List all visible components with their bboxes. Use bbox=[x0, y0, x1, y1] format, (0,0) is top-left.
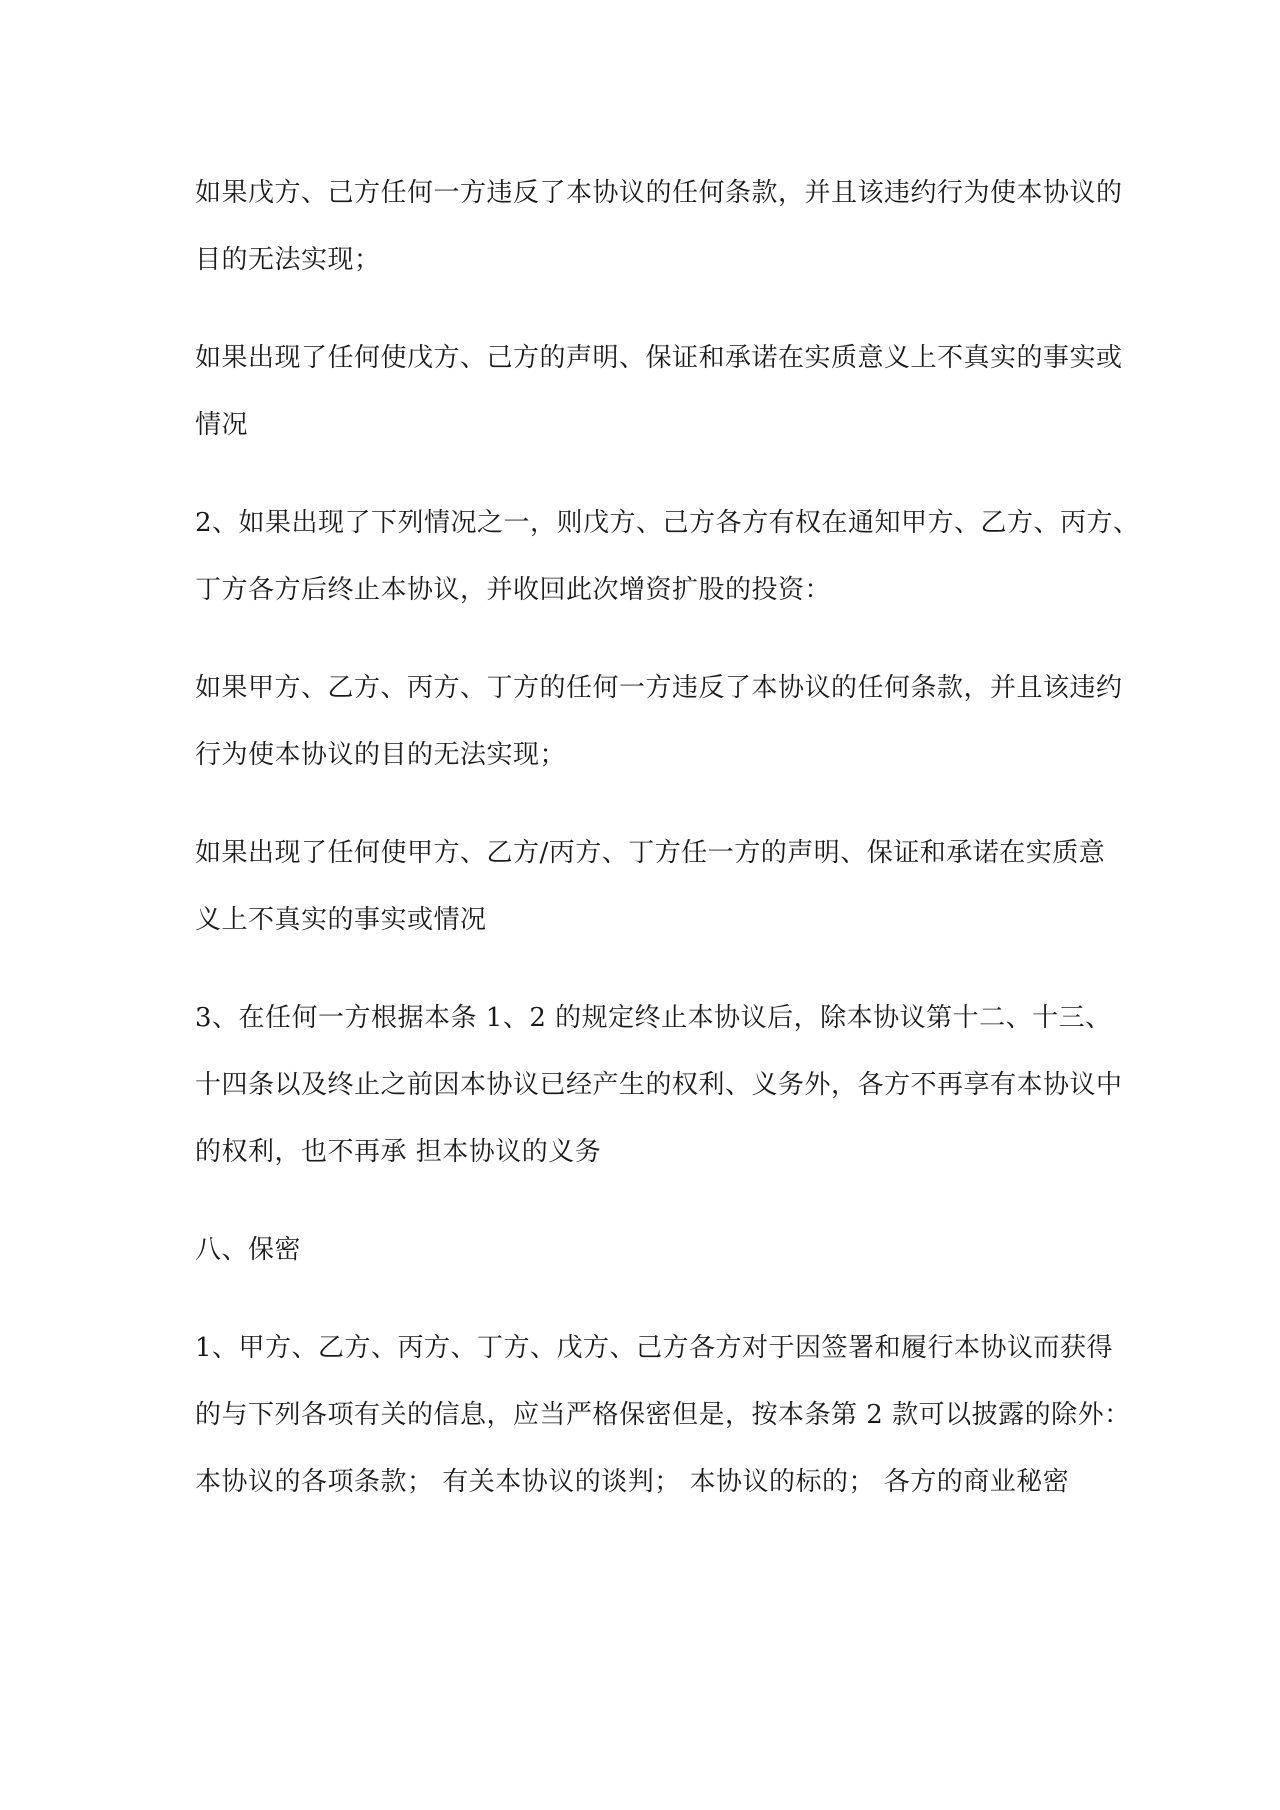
text-line: 十四条以及终止之前因本协议已经产生的权利、义务外，各方不再享有本协议中 bbox=[195, 1070, 1123, 1100]
text-line: 目的无法实现； bbox=[195, 245, 381, 275]
paragraph-clause-2 bbox=[195, 490, 1140, 624]
paragraph-untrue-statement-wu-ji bbox=[195, 325, 1123, 459]
text-line: 的与下列各项有关的信息，应当严格保密但是，按本条第 2 款可以披露的除外： bbox=[195, 1400, 1131, 1430]
text-line: 3、在任何一方根据本条 1、2 的规定终止本协议后，除本协议第十二、十三、 bbox=[195, 1003, 1112, 1033]
text-line: 行为使本协议的目的无法实现； bbox=[195, 740, 567, 770]
paragraph-untrue-statement-jia-yi-bing-ding bbox=[195, 820, 1106, 954]
paragraph-clause-3 bbox=[195, 985, 1123, 1186]
text-line: 如果出现了任何使戊方、己方的声明、保证和承诺在实质意义上不真实的事实或 bbox=[195, 343, 1123, 373]
text-line: 丁方各方后终止本协议，并收回此次增资扩股的投资： bbox=[195, 575, 832, 605]
text-line: 本协议的各项条款； 有关本协议的谈判； 本协议的标的； 各方的商业秘密 bbox=[195, 1467, 1070, 1497]
text-line: 如果甲方、乙方、丙方、丁方的任何一方违反了本协议的任何条款，并且该违约 bbox=[195, 673, 1123, 703]
text-line: 义上不真实的事实或情况 bbox=[195, 905, 487, 935]
text-line: 如果戊方、己方任何一方违反了本协议的任何条款，并且该违约行为使本协议的 bbox=[195, 178, 1123, 208]
document-body bbox=[195, 160, 1140, 1516]
text-line: 的权利，也不再承 担本协议的义务 bbox=[195, 1137, 602, 1167]
text-line: 如果出现了任何使甲方、乙方/丙方、丁方任一方的声明、保证和承诺在实质意 bbox=[195, 838, 1106, 868]
text-line: 2、如果出现了下列情况之一，则戊方、己方各方有权在通知甲方、乙方、丙方、 bbox=[195, 508, 1140, 538]
section-title: 八、保密 bbox=[195, 1235, 302, 1265]
paragraph-breach-jia-yi-bing-ding bbox=[195, 655, 1123, 789]
text-line: 1、甲方、乙方、丙方、丁方、戊方、己方各方对于因签署和履行本协议而获得 bbox=[195, 1333, 1114, 1363]
paragraph-confidentiality-clause-1 bbox=[195, 1315, 1131, 1516]
text-line: 情况 bbox=[195, 410, 249, 440]
paragraph-breach-wu-ji bbox=[195, 160, 1123, 294]
section-heading-confidentiality bbox=[195, 1217, 1100, 1284]
